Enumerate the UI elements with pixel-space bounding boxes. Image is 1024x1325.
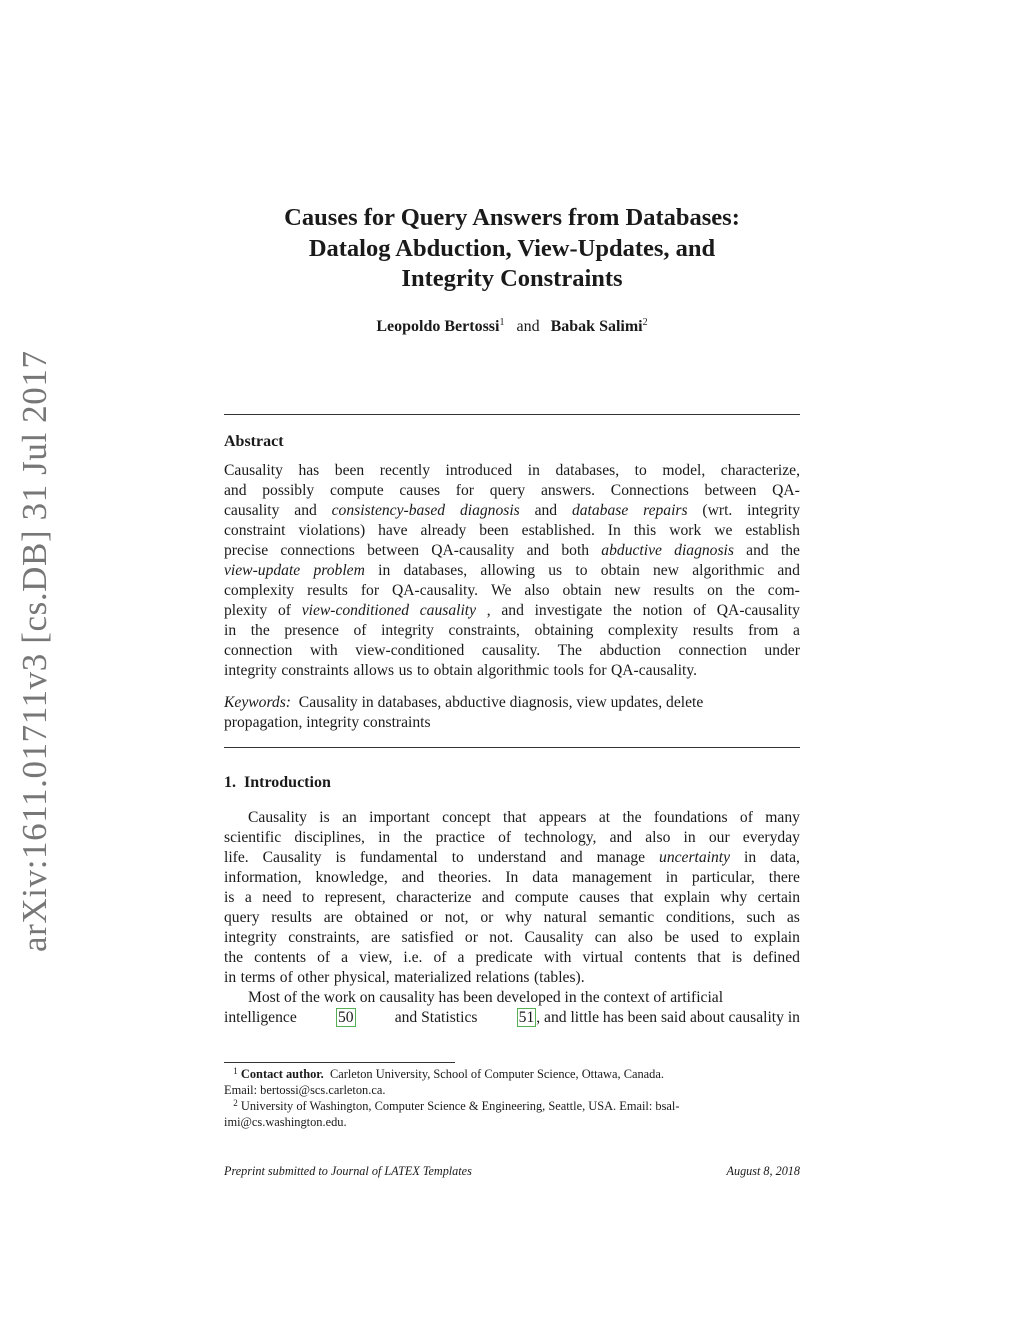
keywords-line [224,693,800,713]
word: in [683,829,696,846]
word: to [730,929,743,946]
word: contents [634,949,687,966]
word: the [735,582,755,599]
word: notion [642,602,683,619]
word: recently [379,462,430,479]
word: causes [399,482,441,499]
word: Causality [248,809,307,826]
abstract-top-rule [224,414,800,415]
word: In [505,869,519,886]
word: in [224,622,237,639]
citation-link[interactable]: 51 [518,1009,535,1026]
text-line [224,641,800,661]
word: certain [757,889,800,906]
word: the [622,809,642,826]
text-line [224,968,800,988]
word: of [739,809,753,826]
text-line [224,601,800,621]
title-line: Causes for Query Answers from Databases: [284,204,740,231]
word: are [371,929,391,946]
word: Causality [262,849,322,866]
word: everyday [742,829,800,846]
word: in [378,829,391,846]
word: fundamental [359,849,438,866]
abstract-bottom-rule [224,747,800,748]
word: database [571,502,629,519]
word: are [323,909,343,926]
word: theories. [438,869,492,886]
word: explain [753,929,800,946]
word: be [664,929,680,946]
word: connection [224,642,293,659]
word: explain [663,889,710,906]
word: results [692,622,734,639]
word: for [455,482,474,499]
word: The [557,642,582,659]
word: constraints, [288,929,360,946]
word: also [627,929,653,946]
word: query [489,482,526,499]
text-line [224,581,800,601]
text-line [224,661,800,681]
text-line [224,928,800,948]
word: results [307,582,348,599]
word: has [298,462,320,479]
word: a [341,949,349,966]
word: of [279,969,293,986]
word: in [665,869,678,886]
word: possibly [262,482,315,499]
word: many [765,809,800,826]
word: concept [442,809,491,826]
author-name: Leopoldo Bertossi [376,318,500,335]
word: the [612,602,632,619]
word: appears [538,809,587,826]
word: in [527,462,540,479]
word: there [768,869,800,886]
word: for [360,582,380,599]
word: particular, [691,869,755,886]
text-line [224,1008,800,1028]
word: knowledge, [315,869,388,886]
word: and [224,482,247,499]
word: obtained [354,909,409,926]
word: a [457,949,465,966]
word: Causality [224,462,283,479]
word: precise [224,542,269,559]
author-connector: and [516,318,540,335]
word: life. [224,849,249,866]
word: data [532,869,559,886]
word: view-conditioned [355,642,465,659]
word: and [401,869,425,886]
footnote-text: imi@cs.washington.edu. [224,1115,347,1129]
text-run: Most of the work on causality has been developed in the context of artificial [248,989,724,1006]
word: been [334,462,365,479]
word: results [653,582,695,599]
word: and [501,602,524,619]
footnote-mark: 2 [233,1098,238,1108]
word: semantic [598,909,655,926]
footnote-line [224,1082,800,1098]
footnote-rule [224,1062,455,1063]
word: predicate [475,949,533,966]
footnote-mark: 2 [642,317,648,328]
text-line [224,521,800,541]
word: an [342,809,357,826]
keywords-text: Causality in databases, abductive diagnosis, view updates, delete [298,694,704,711]
word: with [543,949,572,966]
word: , [486,602,491,619]
abstract-body [224,461,800,681]
word: a [244,889,252,906]
word: of [498,829,512,846]
word: not, [444,909,469,926]
word: algorithmic [477,662,550,679]
word: not. [489,929,514,946]
word: both [561,542,590,559]
word: in [744,849,757,866]
word: connections [280,542,355,559]
word: integrity [224,662,277,679]
word: is [224,889,235,906]
word: complexity [224,582,295,599]
word: materialized [394,969,472,986]
word: allows [353,662,395,679]
word: compute [514,889,569,906]
section-number: 1. [224,774,236,791]
word: view, [359,949,393,966]
word: In [607,522,621,539]
word: relations [475,969,530,986]
word: and [526,542,550,559]
word: this [633,522,657,539]
word: plexity [224,602,268,619]
word: established. [521,522,595,539]
footnote-text: University of Washington, Computer Science & Engineering, Seattle, USA. Email: bsal- [240,1099,680,1113]
word: model, [662,462,706,479]
word: why [505,909,532,926]
footnote-line [224,1114,800,1130]
word: view-update [224,562,301,579]
word: us [398,662,413,679]
word: information, [224,869,302,886]
word: view-conditioned [301,602,410,619]
preprint-date: August 8, 2018 [726,1164,800,1178]
word: obtain [600,562,640,579]
word: allowing [480,562,535,579]
word: characterize, [720,462,800,479]
word: repairs [643,502,688,519]
word: complexity [608,622,679,639]
text-line [224,988,800,1008]
word: QA-causality [716,602,800,619]
word: and [777,562,800,579]
word: important [369,809,430,826]
keywords-line [224,713,800,733]
paper-title [224,203,800,295]
word: disciplines, [294,829,365,846]
footnote-label: Contact author. [240,1067,324,1081]
word: constraints, [448,622,520,639]
word: is [335,849,346,866]
word: that [697,949,721,966]
text-line [224,561,800,581]
word: used [690,929,720,946]
word: characterize [396,889,472,906]
word: between [367,542,420,559]
citation-link[interactable]: 50 [337,1009,354,1026]
word: our [708,829,730,846]
text-line [224,501,800,521]
word: We [491,582,512,599]
word: why [720,889,748,906]
word: data, [770,849,800,866]
word: from [748,622,779,639]
word: conditions, [665,909,735,926]
word: databases, [555,462,620,479]
word: abduction [599,642,661,659]
word: tools [553,662,584,679]
word: defined [753,949,800,966]
word: investigate [534,602,603,619]
word: establish [745,522,800,539]
footnote-text: Email: bertossi@scs.carleton.ca. [224,1083,386,1097]
word: to [575,562,588,579]
word: violations) [298,522,366,539]
word: abductive [601,542,662,559]
word: represent, [324,889,386,906]
text-line [224,908,800,928]
word: under [764,642,800,659]
word: need [262,889,292,906]
word: the [403,829,423,846]
word: at [598,809,611,826]
word: problem [313,562,365,579]
footnote-line [224,1066,800,1082]
word: QA-causality. [611,662,698,679]
word: algorithmic [692,562,765,579]
word: the [780,542,800,559]
intro-paragraph [224,808,800,988]
section-title: Introduction [244,774,331,791]
word: virtual [582,949,624,966]
word: and [609,829,633,846]
word: a [792,622,800,639]
keywords-label: Keywords: [224,694,291,711]
keywords-block [224,693,800,733]
word: (wrt. [702,502,733,519]
word: uncertainty [659,849,731,866]
preprint-note: Preprint submitted to Journal of LATEX Templates [224,1164,472,1178]
section-heading [224,774,331,792]
word: in [224,969,237,986]
word: to [451,849,464,866]
word: is [731,949,743,966]
word: have [378,522,408,539]
word: or [419,909,433,926]
word: understand [477,849,547,866]
text-line [224,481,800,501]
text-line [224,461,800,481]
word: and [560,849,583,866]
word: between [704,482,757,499]
text-run: , and little has been said about causality in [536,1009,800,1026]
word: such [746,909,776,926]
word: or [480,909,494,926]
word: terms [240,969,276,986]
word: diagnosis [459,502,520,519]
word: integrity [747,502,800,519]
word: been [479,522,509,539]
text-run: intelligence [224,1009,297,1026]
word: to [634,462,647,479]
word: causality. [481,642,541,659]
text-line [224,948,800,968]
footnote-line [224,1098,800,1114]
word: the [250,622,270,639]
word: to [417,662,430,679]
word: practice [435,829,485,846]
word: query [224,909,260,926]
word: (tables). [533,969,585,986]
text-line [224,541,800,561]
word: natural [543,909,587,926]
word: and [746,542,769,559]
word: as [786,909,800,926]
word: QA-causality [431,542,515,559]
word: obtaining [534,622,594,639]
keywords-text: propagation, integrity constraints [224,714,431,731]
word: obtain [433,662,473,679]
word: i.e. [403,949,423,966]
word: to [302,889,315,906]
text-line [224,868,800,888]
word: can [594,929,617,946]
author-list [224,318,800,336]
text-line [224,828,800,848]
word: manage [596,849,646,866]
word: also [524,582,550,599]
word: causality [419,602,477,619]
word: causes [578,889,620,906]
word: that [503,809,527,826]
word: contents [254,949,307,966]
word: presence [284,622,339,639]
word: management [572,869,652,886]
intro-paragraph-2 [224,988,800,1028]
word: diagnosis [674,542,734,559]
word: other [297,969,330,986]
word: QA- [772,482,800,499]
word: us [548,562,563,579]
arxiv-identifier: arXiv:1611.01711v3 [cs.DB] 31 Jul 2017 [15,350,54,952]
word: com- [767,582,800,599]
word: already [420,522,467,539]
footnote-text: Carleton University, School of Computer Science, Ottawa, Canada. [329,1067,664,1081]
word: results [271,909,312,926]
footnote-mark: 1 [233,1066,238,1076]
word: new [614,582,641,599]
word: is [319,809,330,826]
footnotes [224,1066,800,1130]
word: the [224,949,244,966]
text-line [224,848,800,868]
word: in [378,562,391,579]
word: introduced [445,462,513,479]
word: satisfied [401,929,454,946]
text-line [224,808,800,828]
word: of [693,602,707,619]
word: constraints [281,662,349,679]
word: of [278,602,291,619]
word: compute [329,482,384,499]
word: foundations [653,809,728,826]
text-line [224,621,800,641]
word: and [294,502,317,519]
word: integrity [381,622,434,639]
word: also [645,829,671,846]
text-run: and Statistics [394,1009,478,1026]
word: connection [678,642,747,659]
word: causality [224,502,280,519]
word: we [714,522,733,539]
word: physical, [333,969,390,986]
word: on [707,582,723,599]
word: work [669,522,702,539]
word: answers. [540,482,596,499]
word: technology, [524,829,597,846]
title-line: Integrity Constraints [401,265,623,292]
word: Causality [524,929,584,946]
abstract-heading: Abstract [224,433,284,450]
title-line: Datalog Abduction, View-Updates, and [308,234,716,262]
word: integrity [224,929,277,946]
text-line [224,888,800,908]
word: with [309,642,338,659]
word: or [464,929,478,946]
word: constraint [224,522,286,539]
word: Connections [610,482,689,499]
author-name: Babak Salimi [550,318,643,335]
word: QA-causality. [392,582,479,599]
word: new [653,562,679,579]
word: that [630,889,654,906]
word: of [433,949,447,966]
word: scientific [224,829,282,846]
word: of [317,949,331,966]
word: and [534,502,558,519]
word: of [353,622,367,639]
word: consistency-based [331,502,446,519]
word: obtain [562,582,602,599]
word: databases, [403,562,468,579]
word: and [481,889,505,906]
word: for [588,662,607,679]
footnote-mark: 1 [499,317,505,328]
